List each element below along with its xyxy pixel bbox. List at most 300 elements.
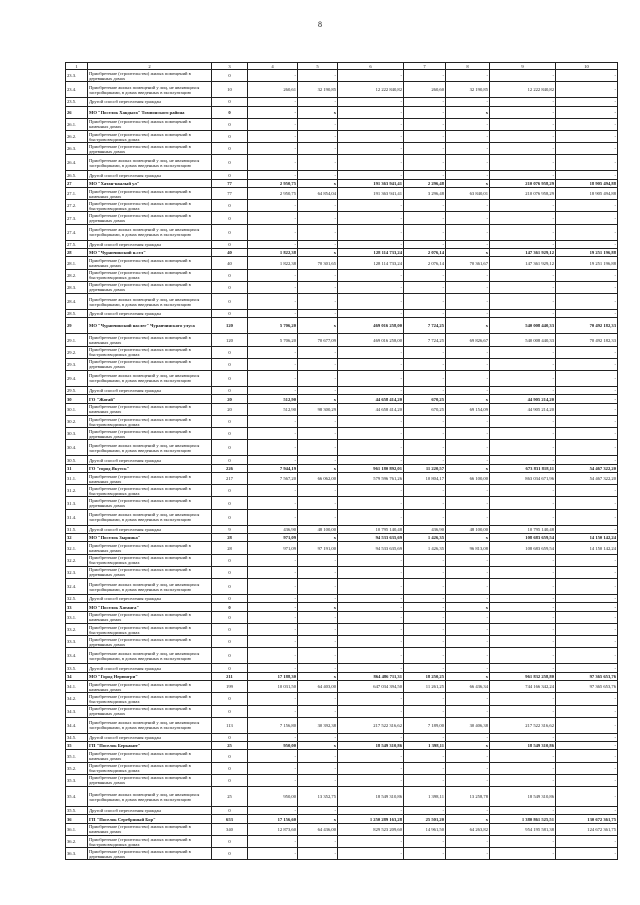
table-cell: Другой способ переселения граждан — [88, 807, 212, 815]
table-cell: - — [248, 807, 298, 815]
table-cell: - — [404, 440, 446, 456]
table-cell: - — [556, 269, 618, 281]
table-cell: - — [446, 143, 490, 155]
table-cell: 48 100,00 — [446, 525, 490, 533]
table-cell: - — [446, 212, 490, 224]
table-cell: - — [298, 762, 338, 774]
table-row — [66, 733, 618, 741]
table-cell: 10 795 140,48 — [338, 525, 404, 533]
table-cell: - — [298, 386, 338, 394]
table-cell: - — [298, 415, 338, 427]
table-cell: - — [556, 155, 618, 171]
table-cell: 0 — [212, 224, 248, 240]
table-cell: Приобретение (строительство) жилых помещений в быстровозводимых домах — [88, 554, 212, 566]
table-cell: 64 263,82 — [446, 823, 490, 835]
table-cell: 9 — [212, 525, 248, 533]
table-cell: - — [490, 70, 556, 82]
table-cell: - — [404, 224, 446, 240]
table-cell: 210 076 958,29 — [490, 179, 556, 187]
table-cell: 77 — [212, 179, 248, 187]
table-cell: - — [490, 294, 556, 310]
table-cell: 0 — [212, 200, 248, 212]
table-cell: - — [490, 370, 556, 386]
table-cell: 512,90 — [248, 395, 298, 403]
table-cell: - — [404, 212, 446, 224]
table-cell: 30 392,38 — [298, 717, 338, 733]
table-cell: 70 361,67 — [446, 257, 490, 269]
table-cell: Приобретение жилых помещений у лиц, не являющихся застройщиками, в домах введенных в эксплуатацию — [88, 648, 212, 664]
table-cell: 35 — [66, 742, 88, 750]
table-cell: 0 — [212, 358, 248, 370]
table-cell: 30.4. — [66, 440, 88, 456]
table-cell: - — [404, 485, 446, 497]
table-cell: - — [404, 143, 446, 155]
table-cell: - — [248, 566, 298, 578]
table-cell: x — [446, 106, 490, 118]
table-cell: - — [248, 603, 298, 611]
table-cell: Приобретение (строительство) жилых помещений в быстровозводимых домах — [88, 762, 212, 774]
table-row — [66, 143, 618, 155]
table-cell: 954 195 581,38 — [490, 823, 556, 835]
table-cell: - — [556, 294, 618, 310]
table-row — [66, 82, 618, 98]
table-cell: 44 905 214,20 — [490, 403, 556, 415]
table-cell: x — [446, 742, 490, 750]
table-cell: 48 100,00 — [298, 525, 338, 533]
table-cell: - — [338, 497, 404, 509]
table-cell: - — [490, 386, 556, 394]
table-cell: 13 352,75 — [298, 787, 338, 807]
table-row — [66, 787, 618, 807]
table-cell: 0 — [212, 497, 248, 509]
table-cell: 469 016 258,00 — [338, 334, 404, 346]
table-row — [66, 648, 618, 664]
table-cell: 260,61 — [248, 82, 298, 98]
table-cell: Приобретение (строительство) жилых помещений в деревянных домах — [88, 428, 212, 440]
table-cell: - — [338, 106, 404, 118]
table-cell: - — [404, 269, 446, 281]
table-row — [66, 310, 618, 318]
table-cell: - — [338, 386, 404, 394]
table-cell: - — [404, 774, 446, 786]
table-cell: 0 — [212, 386, 248, 394]
table-cell: 36.1. — [66, 823, 88, 835]
table-cell: - — [338, 623, 404, 635]
table-cell: - — [556, 497, 618, 509]
table-cell: - — [490, 554, 556, 566]
table-cell: 0 — [212, 118, 248, 130]
table-cell: - — [338, 130, 404, 142]
table-cell: 31.1. — [66, 473, 88, 485]
table-cell: - — [446, 750, 490, 762]
table-row — [66, 705, 618, 717]
table-cell: 0 — [212, 310, 248, 318]
table-cell: - — [298, 636, 338, 648]
municipality-row — [66, 395, 618, 403]
table-cell: 23.4. — [66, 82, 88, 98]
table-cell: - — [446, 370, 490, 386]
table-cell: 26.5. — [66, 171, 88, 179]
table-cell: - — [298, 294, 338, 310]
table-cell: 10 — [212, 82, 248, 98]
table-row — [66, 200, 618, 212]
table-cell: 0 — [212, 428, 248, 440]
table-cell: - — [446, 566, 490, 578]
table-cell: - — [298, 648, 338, 664]
table-cell: 0 — [212, 212, 248, 224]
table-row — [66, 346, 618, 358]
table-cell: Приобретение (строительство) жилых помещений в быстровозводимых домах — [88, 693, 212, 705]
table-cell: - — [404, 171, 446, 179]
table-cell: - — [338, 603, 404, 611]
table-cell: 0 — [212, 440, 248, 456]
table-cell: Приобретение жилых помещений у лиц, не являющихся застройщиками, в домах введенных в эксплуатацию — [88, 224, 212, 240]
table-cell: - — [248, 836, 298, 848]
table-cell: 0 — [212, 705, 248, 717]
table-cell: 436,90 — [248, 525, 298, 533]
table-cell: Другой способ переселения граждан — [88, 171, 212, 179]
municipality-row — [66, 106, 618, 118]
table-cell: 0 — [212, 143, 248, 155]
table-cell: 35.5. — [66, 807, 88, 815]
table-row — [66, 554, 618, 566]
table-cell: ГО "Жатай" — [88, 395, 212, 403]
table-cell: - — [404, 733, 446, 741]
table-cell: 27 — [66, 179, 88, 187]
table-cell: 28.5. — [66, 310, 88, 318]
table-cell: 199 — [212, 681, 248, 693]
table-cell: - — [404, 664, 446, 672]
table-cell: 0 — [212, 664, 248, 672]
table-cell: - — [298, 212, 338, 224]
table-cell: Приобретение (строительство) жилых помещений в быстровозводимых домах — [88, 200, 212, 212]
table-cell: - — [248, 358, 298, 370]
table-cell: - — [298, 664, 338, 672]
table-cell: - — [298, 485, 338, 497]
table-cell: 10 804,17 — [404, 473, 446, 485]
table-cell: 670,25 — [404, 403, 446, 415]
table-row — [66, 717, 618, 733]
table-cell: 210 076 958,29 — [490, 188, 556, 200]
table-cell: Приобретение (строительство) жилых помещений в каменных домах — [88, 473, 212, 485]
table-cell: - — [338, 595, 404, 603]
table-cell: Приобретение (строительство) жилых помещений в быстровозводимых домах — [88, 485, 212, 497]
table-cell: - — [248, 98, 298, 106]
table-row — [66, 428, 618, 440]
table-row — [66, 294, 618, 310]
table-cell: - — [446, 130, 490, 142]
municipality-row — [66, 603, 618, 611]
table-cell: 54 467 322,20 — [556, 464, 618, 472]
table-row — [66, 623, 618, 635]
table-cell: - — [556, 717, 618, 733]
table-cell: Другой способ переселения граждан — [88, 456, 212, 464]
table-cell: - — [490, 595, 556, 603]
table-cell: 260,60 — [404, 82, 446, 98]
table-cell: 950,00 — [248, 787, 298, 807]
table-cell: - — [338, 294, 404, 310]
table-cell: 33 — [66, 603, 88, 611]
table-row — [66, 664, 618, 672]
table-row — [66, 636, 618, 648]
table-cell: - — [446, 664, 490, 672]
table-cell: - — [248, 310, 298, 318]
table-row — [66, 212, 618, 224]
table-cell: - — [404, 346, 446, 358]
table-cell: 32 — [66, 534, 88, 542]
table-cell: Приобретение жилых помещений у лиц, не являющихся застройщиками, в домах введенных в эксплуатацию — [88, 509, 212, 525]
table-cell: - — [338, 693, 404, 705]
table-cell: - — [446, 579, 490, 595]
table-cell: x — [298, 815, 338, 823]
table-cell: Другой способ переселения граждан — [88, 98, 212, 106]
table-cell: 226 — [212, 464, 248, 472]
table-row — [66, 257, 618, 269]
table-cell: 124 672 361,75 — [556, 823, 618, 835]
column-header: 2 — [88, 63, 212, 70]
table-cell: 863 034 671,96 — [490, 473, 556, 485]
table-cell: 128 114 733,24 — [338, 249, 404, 257]
table-cell: 18 549 310,86 — [490, 787, 556, 807]
table-cell: 0 — [212, 554, 248, 566]
table-cell: 14 961,50 — [404, 823, 446, 835]
table-cell: - — [490, 733, 556, 741]
table-cell: - — [338, 579, 404, 595]
table-cell: - — [446, 807, 490, 815]
table-cell: x — [298, 179, 338, 187]
table-cell: - — [338, 200, 404, 212]
table-cell: 28.1. — [66, 257, 88, 269]
table-cell: - — [446, 705, 490, 717]
table-cell: x — [446, 464, 490, 472]
table-cell: - — [404, 130, 446, 142]
table-cell: Приобретение (строительство) жилых помещений в каменных домах — [88, 257, 212, 269]
table-cell: - — [338, 370, 404, 386]
table-cell: - — [338, 705, 404, 717]
table-cell: - — [404, 428, 446, 440]
column-header: 10 — [556, 63, 618, 70]
column-header: 4 — [248, 63, 298, 70]
table-cell: - — [298, 70, 338, 82]
table-cell: 28.3. — [66, 281, 88, 293]
table-cell: 0 — [212, 281, 248, 293]
municipality-row — [66, 179, 618, 187]
table-cell: - — [298, 281, 338, 293]
table-cell: 647 034 394,50 — [338, 681, 404, 693]
table-cell: - — [556, 762, 618, 774]
resettlement-table — [65, 62, 618, 860]
table-cell: - — [490, 428, 556, 440]
table-cell: Приобретение (строительство) жилых помещений в деревянных домах — [88, 636, 212, 648]
table-cell: - — [248, 428, 298, 440]
table-cell: - — [298, 497, 338, 509]
table-cell: 77 — [212, 188, 248, 200]
table-cell: 44 658 414,20 — [338, 395, 404, 403]
table-cell: 1 426,35 — [404, 542, 446, 554]
table-cell: МО "Чурапчинский наслег" Чурапчинского улуса — [88, 318, 212, 334]
table-cell: - — [556, 358, 618, 370]
table-cell: 0 — [212, 70, 248, 82]
table-cell: 29.3. — [66, 358, 88, 370]
table-cell: ГП "Поселок Серебряный Бор" — [88, 815, 212, 823]
table-cell: 26.1. — [66, 118, 88, 130]
table-row — [66, 130, 618, 142]
table-cell: 63 840,01 — [446, 188, 490, 200]
table-cell: Приобретение (строительство) жилых помещений в деревянных домах — [88, 705, 212, 717]
table-cell: - — [446, 155, 490, 171]
table-cell: - — [556, 171, 618, 179]
table-cell: 217 522 316,62 — [338, 717, 404, 733]
table-cell: 34.1. — [66, 681, 88, 693]
table-cell: x — [446, 672, 490, 680]
table-body — [66, 70, 618, 860]
table-cell: МО "Город Нерюнгри" — [88, 672, 212, 680]
table-cell: 70 492 182,33 — [556, 318, 618, 334]
table-cell: 26 — [66, 106, 88, 118]
table-cell: - — [338, 509, 404, 525]
table-cell: - — [298, 554, 338, 566]
table-cell: 950,00 — [248, 742, 298, 750]
table-cell: - — [490, 456, 556, 464]
table-row — [66, 774, 618, 786]
table-cell: 29.1. — [66, 334, 88, 346]
table-cell: - — [404, 497, 446, 509]
table-cell: - — [248, 554, 298, 566]
table-cell: 27.2. — [66, 200, 88, 212]
table-row — [66, 762, 618, 774]
table-cell: - — [248, 294, 298, 310]
table-cell: Приобретение жилых помещений у лиц, не являющихся застройщиками, в домах введенных в эксплуатацию — [88, 717, 212, 733]
table-cell: Приобретение (строительство) жилых помещений в деревянных домах — [88, 70, 212, 82]
table-cell: - — [248, 370, 298, 386]
table-cell: 34.4. — [66, 717, 88, 733]
table-cell: - — [338, 485, 404, 497]
table-cell: - — [556, 310, 618, 318]
table-cell: 44 658 414,20 — [338, 403, 404, 415]
table-cell: - — [556, 440, 618, 456]
table-cell: - — [446, 848, 490, 860]
table-cell: 33.2. — [66, 623, 88, 635]
table-cell: 17 156,60 — [248, 815, 298, 823]
table-row — [66, 281, 618, 293]
table-cell: 540 008 440,33 — [490, 318, 556, 334]
table-cell: 34.5. — [66, 733, 88, 741]
table-cell: - — [298, 171, 338, 179]
table-cell: - — [338, 212, 404, 224]
table-cell: - — [298, 200, 338, 212]
table-cell: 0 — [212, 155, 248, 171]
table-cell: - — [490, 611, 556, 623]
table-cell: - — [404, 98, 446, 106]
table-cell: 0 — [212, 240, 248, 248]
table-cell: Приобретение (строительство) жилых помещений в каменных домах — [88, 681, 212, 693]
table-cell: 670,25 — [404, 395, 446, 403]
table-cell: 0 — [212, 750, 248, 762]
table-cell: 36.3. — [66, 848, 88, 860]
table-cell: - — [446, 611, 490, 623]
table-cell: 0 — [212, 98, 248, 106]
table-cell: 512,90 — [248, 403, 298, 415]
table-cell: - — [556, 554, 618, 566]
table-cell: Приобретение (строительство) жилых помещений в быстровозводимых домах — [88, 346, 212, 358]
table-cell: - — [298, 733, 338, 741]
table-cell: - — [298, 118, 338, 130]
table-cell: - — [490, 579, 556, 595]
table-cell: - — [298, 428, 338, 440]
table-cell: 7 944,19 — [248, 464, 298, 472]
table-cell: - — [248, 281, 298, 293]
table-cell: 1 822,38 — [248, 249, 298, 257]
table-cell: - — [298, 358, 338, 370]
table-cell: - — [556, 200, 618, 212]
municipality-row — [66, 534, 618, 542]
table-row — [66, 823, 618, 835]
table-cell: - — [490, 155, 556, 171]
table-cell: 64 854,04 — [298, 188, 338, 200]
table-cell: - — [338, 224, 404, 240]
table-cell: 31.4. — [66, 509, 88, 525]
table-cell: - — [298, 848, 338, 860]
table-cell: 20 — [212, 395, 248, 403]
table-cell: - — [248, 224, 298, 240]
table-cell: - — [556, 415, 618, 427]
table-cell: - — [446, 693, 490, 705]
table-cell: 0 — [212, 733, 248, 741]
table-cell: 66 436,34 — [446, 681, 490, 693]
table-cell: 54 467 322,20 — [556, 473, 618, 485]
table-cell: 120 — [212, 334, 248, 346]
table-cell: - — [556, 742, 618, 750]
table-cell: - — [490, 807, 556, 815]
table-cell: - — [404, 648, 446, 664]
table-cell: - — [404, 106, 446, 118]
table-cell: 35.2. — [66, 762, 88, 774]
table-cell: 744 166 342,24 — [490, 681, 556, 693]
table-cell: - — [338, 774, 404, 786]
table-cell: - — [446, 358, 490, 370]
table-cell: - — [556, 70, 618, 82]
table-cell: Приобретение (строительство) жилых помещений в быстровозводимых домах — [88, 130, 212, 142]
municipality-row — [66, 815, 618, 823]
table-cell: Приобретение (строительство) жилых помещений в каменных домах — [88, 542, 212, 554]
table-cell: 0 — [212, 693, 248, 705]
column-header-row — [66, 63, 618, 70]
table-cell: - — [404, 358, 446, 370]
table-cell: 0 — [212, 130, 248, 142]
table-cell: 36.2. — [66, 836, 88, 848]
table-cell: 147 361 929,12 — [490, 249, 556, 257]
table-cell: 40 — [212, 257, 248, 269]
table-cell: 36 — [66, 815, 88, 823]
table-row — [66, 456, 618, 464]
table-cell: - — [446, 281, 490, 293]
table-cell: - — [298, 143, 338, 155]
table-cell: 217 522 316,62 — [490, 717, 556, 733]
table-cell: 1 398,11 — [404, 787, 446, 807]
table-cell: Другой способ переселения граждан — [88, 386, 212, 394]
table-cell: - — [338, 310, 404, 318]
table-cell: 29.2. — [66, 346, 88, 358]
table-cell: - — [446, 774, 490, 786]
column-header: 1 — [66, 63, 88, 70]
table-cell: Другой способ переселения граждан — [88, 240, 212, 248]
table-cell: 673 831 818,11 — [490, 464, 556, 472]
table-cell: - — [338, 807, 404, 815]
table-cell: 30.1. — [66, 403, 88, 415]
table-cell: Приобретение жилых помещений у лиц, не являющихся застройщиками, в домах введенных в эксплуатацию — [88, 579, 212, 595]
table-row — [66, 415, 618, 427]
table-cell: - — [556, 118, 618, 130]
